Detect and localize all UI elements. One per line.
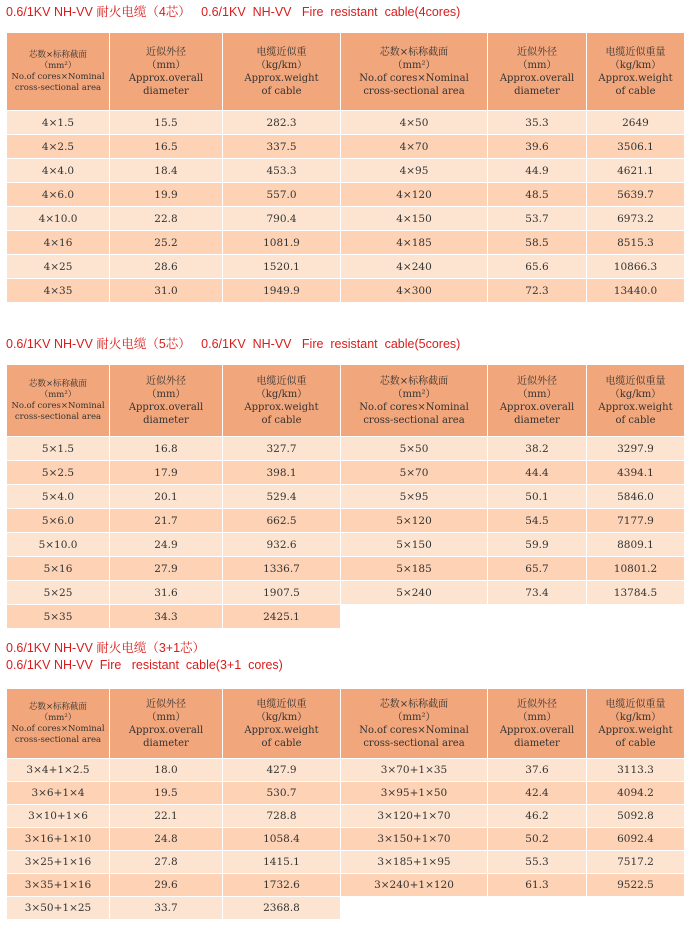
cell-cable-weight-2: 5639.7 [587, 183, 685, 207]
cell-overall-diameter-2: 48.5 [488, 183, 587, 207]
cell-cable-weight-2: 4394.1 [587, 461, 685, 485]
cell-overall-diameter-2: 44.9 [488, 159, 587, 183]
cell-overall-diameter: 22.1 [110, 805, 223, 828]
cell-overall-diameter-2: 59.9 [488, 533, 587, 557]
table-row [7, 111, 685, 135]
cell-cable-weight: 1520.1 [223, 255, 341, 279]
cell-cores-section: 4×10.0 [7, 207, 110, 231]
cell-overall-diameter: 16.5 [110, 135, 223, 159]
cell-cable-weight-2: 7177.9 [587, 509, 685, 533]
cell-overall-diameter-2: 65.6 [488, 255, 587, 279]
cell-overall-diameter-2: 73.4 [488, 581, 587, 605]
cell-cores-section-2: 3×95+1×50 [341, 782, 488, 805]
cell-cable-weight-2: 8515.3 [587, 231, 685, 255]
cell-overall-diameter: 29.6 [110, 874, 223, 897]
cell-cores-section-2: 4×120 [341, 183, 488, 207]
table-row [7, 437, 685, 461]
cell-cores-section-2: 4×240 [341, 255, 488, 279]
table-row [7, 828, 685, 851]
header-cores-section-2: 芯数×标称截面 （mm²） No.of cores×Nominal cross-sectional area [341, 365, 488, 437]
cell-overall-diameter: 18.0 [110, 759, 223, 782]
cell-overall-diameter-2: 39.6 [488, 135, 587, 159]
table-3plus1-cores [6, 688, 685, 920]
cell-cable-weight-2: 5092.8 [587, 805, 685, 828]
cell-overall-diameter: 31.0 [110, 279, 223, 303]
table-header-row [7, 365, 685, 437]
header-weight: 电缆近似重 （kg/km） Approx.weight of cable [223, 33, 341, 111]
cell-cores-section-2: 5×120 [341, 509, 488, 533]
cell-overall-diameter: 17.9 [110, 461, 223, 485]
cell-cores-section-2: 5×185 [341, 557, 488, 581]
cell-cores-section: 4×25 [7, 255, 110, 279]
section-title-3plus1-en: 0.6/1KV NH-VV Fire resistant cable(3+1 cores) [6, 658, 283, 672]
cell-cable-weight-2: 9522.5 [587, 874, 685, 897]
cell-cores-section-2: 3×240+1×120 [341, 874, 488, 897]
cell-cable-weight-2: 4621.1 [587, 159, 685, 183]
table-row [7, 533, 685, 557]
cell-cable-weight: 662.5 [223, 509, 341, 533]
header-diameter: 近似外径 （mm） Approx.overall diameter [110, 689, 223, 759]
cell-cable-weight: 1336.7 [223, 557, 341, 581]
cell-cable-weight: 530.7 [223, 782, 341, 805]
header-cores-section: 芯数×标称截面 （mm²） No.of cores×Nominal cross-sectional area [7, 365, 110, 437]
header-weight: 电缆近似重 （kg/km） Approx.weight of cable [223, 689, 341, 759]
header-weight-2: 电缆近似重量 （kg/km） Approx.weight of cable [587, 365, 685, 437]
table-row [7, 581, 685, 605]
cell-cable-weight-2: 8809.1 [587, 533, 685, 557]
cell-cores-section: 5×6.0 [7, 509, 110, 533]
cell-cores-section: 5×25 [7, 581, 110, 605]
table-row [7, 557, 685, 581]
cell-cable-weight-2: 5846.0 [587, 485, 685, 509]
header-weight: 电缆近似重 （kg/km） Approx.weight of cable [223, 365, 341, 437]
table-header-row [7, 689, 685, 759]
section-title-4cores: 0.6/1KV NH-VV 耐火电缆（4芯） 0.6/1KV NH-VV Fire resistant cable(4cores) [6, 5, 461, 19]
cell-overall-diameter-2: 65.7 [488, 557, 587, 581]
cell-overall-diameter-2: 53.7 [488, 207, 587, 231]
cell-cable-weight-2: 6092.4 [587, 828, 685, 851]
cell-overall-diameter: 21.7 [110, 509, 223, 533]
cell-overall-diameter-2: 35.3 [488, 111, 587, 135]
cell-overall-diameter: 24.8 [110, 828, 223, 851]
cell-cores-section-2 [341, 605, 488, 629]
cell-cable-weight: 2368.8 [223, 897, 341, 920]
cell-cable-weight: 453.3 [223, 159, 341, 183]
cell-cable-weight: 1949.9 [223, 279, 341, 303]
cell-overall-diameter-2: 50.1 [488, 485, 587, 509]
cell-overall-diameter-2 [488, 605, 587, 629]
cell-overall-diameter: 20.1 [110, 485, 223, 509]
header-cores-section-2: 芯数×标称截面 （mm²） No.of cores×Nominal cross-sectional area [341, 33, 488, 111]
cell-overall-diameter: 33.7 [110, 897, 223, 920]
cell-cores-section: 4×35 [7, 279, 110, 303]
cell-cores-section-2 [341, 897, 488, 920]
table-header-row [7, 33, 685, 111]
cell-cable-weight: 2425.1 [223, 605, 341, 629]
cell-overall-diameter: 19.5 [110, 782, 223, 805]
cell-cable-weight-2: 13784.5 [587, 581, 685, 605]
cell-cores-section-2: 4×95 [341, 159, 488, 183]
cell-overall-diameter: 34.3 [110, 605, 223, 629]
cell-overall-diameter: 24.9 [110, 533, 223, 557]
header-cores-section: 芯数×标称截面 （mm²） No.of cores×Nominal cross-sectional area [7, 33, 110, 111]
cell-cores-section: 3×25+1×16 [7, 851, 110, 874]
cell-cores-section: 3×50+1×25 [7, 897, 110, 920]
cell-cores-section: 3×16+1×10 [7, 828, 110, 851]
cell-cores-section-2: 5×95 [341, 485, 488, 509]
cell-cable-weight-2: 4094.2 [587, 782, 685, 805]
cell-cores-section: 4×2.5 [7, 135, 110, 159]
cell-cable-weight-2 [587, 605, 685, 629]
table-5cores [6, 364, 685, 629]
cell-overall-diameter-2: 58.5 [488, 231, 587, 255]
cell-cable-weight: 529.4 [223, 485, 341, 509]
cell-cable-weight: 1415.1 [223, 851, 341, 874]
cell-cores-section-2: 4×70 [341, 135, 488, 159]
cell-cable-weight: 282.3 [223, 111, 341, 135]
cell-cable-weight-2: 10866.3 [587, 255, 685, 279]
cell-cable-weight-2: 10801.2 [587, 557, 685, 581]
cell-cable-weight-2: 2649 [587, 111, 685, 135]
cell-cores-section-2: 3×70+1×35 [341, 759, 488, 782]
cell-overall-diameter-2: 55.3 [488, 851, 587, 874]
cell-overall-diameter: 22.8 [110, 207, 223, 231]
table-row [7, 874, 685, 897]
cell-overall-diameter: 28.6 [110, 255, 223, 279]
cell-cores-section-2: 4×300 [341, 279, 488, 303]
cell-overall-diameter-2: 38.2 [488, 437, 587, 461]
table-row [7, 851, 685, 874]
table-row [7, 759, 685, 782]
cell-cores-section-2: 3×120+1×70 [341, 805, 488, 828]
table-row [7, 485, 685, 509]
cell-cores-section: 4×6.0 [7, 183, 110, 207]
cell-cores-section: 4×16 [7, 231, 110, 255]
cell-cores-section-2: 5×50 [341, 437, 488, 461]
header-diameter: 近似外径 （mm） Approx.overall diameter [110, 33, 223, 111]
table-row [7, 183, 685, 207]
header-diameter-2: 近似外径 （mm） Approx.overall diameter [488, 33, 587, 111]
cell-overall-diameter: 25.2 [110, 231, 223, 255]
cell-cable-weight: 790.4 [223, 207, 341, 231]
cell-overall-diameter: 31.6 [110, 581, 223, 605]
cell-cores-section: 5×35 [7, 605, 110, 629]
header-diameter-2: 近似外径 （mm） Approx.overall diameter [488, 365, 587, 437]
table-row [7, 805, 685, 828]
cell-cable-weight: 427.9 [223, 759, 341, 782]
cell-cable-weight: 932.6 [223, 533, 341, 557]
cell-cores-section: 4×1.5 [7, 111, 110, 135]
header-cores-section: 芯数×标称截面 （mm²） No.of cores×Nominal cross-sectional area [7, 689, 110, 759]
table-row [7, 279, 685, 303]
table-4cores [6, 32, 685, 303]
cell-cable-weight: 1732.6 [223, 874, 341, 897]
cell-cable-weight: 557.0 [223, 183, 341, 207]
cell-cable-weight: 1081.9 [223, 231, 341, 255]
cell-overall-diameter-2: 61.3 [488, 874, 587, 897]
cell-cores-section-2: 5×70 [341, 461, 488, 485]
cell-cores-section-2: 4×150 [341, 207, 488, 231]
cell-cores-section-2: 4×50 [341, 111, 488, 135]
table-row [7, 461, 685, 485]
cell-cores-section: 5×1.5 [7, 437, 110, 461]
table-row [7, 255, 685, 279]
cell-cores-section: 3×35+1×16 [7, 874, 110, 897]
cell-cable-weight: 337.5 [223, 135, 341, 159]
cell-overall-diameter: 19.9 [110, 183, 223, 207]
header-weight-2: 电缆近似重量 （kg/km） Approx.weight of cable [587, 689, 685, 759]
cell-overall-diameter-2: 37.6 [488, 759, 587, 782]
cell-overall-diameter-2 [488, 897, 587, 920]
cell-cores-section-2: 3×150+1×70 [341, 828, 488, 851]
cell-overall-diameter: 27.9 [110, 557, 223, 581]
header-cores-section-2: 芯数×标称截面 （mm²） No.of cores×Nominal cross-sectional area [341, 689, 488, 759]
cell-overall-diameter-2: 42.4 [488, 782, 587, 805]
table-row [7, 897, 685, 920]
table-row [7, 159, 685, 183]
cell-cores-section: 3×6+1×4 [7, 782, 110, 805]
cell-cable-weight: 327.7 [223, 437, 341, 461]
cell-cable-weight: 1907.5 [223, 581, 341, 605]
cell-cable-weight-2: 6973.2 [587, 207, 685, 231]
cell-cable-weight-2: 3113.3 [587, 759, 685, 782]
section-title-3plus1-cn: 0.6/1KV NH-VV 耐火电缆（3+1芯） [6, 641, 206, 655]
cell-overall-diameter: 16.8 [110, 437, 223, 461]
cell-overall-diameter-2: 46.2 [488, 805, 587, 828]
cell-cable-weight: 398.1 [223, 461, 341, 485]
cell-cores-section-2: 3×185+1×95 [341, 851, 488, 874]
header-diameter-2: 近似外径 （mm） Approx.overall diameter [488, 689, 587, 759]
cell-cores-section-2: 5×150 [341, 533, 488, 557]
cell-overall-diameter: 15.5 [110, 111, 223, 135]
cell-overall-diameter-2: 54.5 [488, 509, 587, 533]
cell-overall-diameter-2: 50.2 [488, 828, 587, 851]
cell-cores-section: 5×10.0 [7, 533, 110, 557]
cell-cable-weight: 1058.4 [223, 828, 341, 851]
cell-cores-section-2: 5×240 [341, 581, 488, 605]
cell-cores-section: 5×2.5 [7, 461, 110, 485]
cell-overall-diameter: 27.8 [110, 851, 223, 874]
header-diameter: 近似外径 （mm） Approx.overall diameter [110, 365, 223, 437]
cell-cores-section: 5×16 [7, 557, 110, 581]
cell-cores-section: 3×10+1×6 [7, 805, 110, 828]
table-row [7, 605, 685, 629]
cell-cable-weight-2: 7517.2 [587, 851, 685, 874]
cell-cores-section: 4×4.0 [7, 159, 110, 183]
cell-cores-section-2: 4×185 [341, 231, 488, 255]
cell-cable-weight-2: 3297.9 [587, 437, 685, 461]
cell-overall-diameter-2: 72.3 [488, 279, 587, 303]
cell-cores-section: 3×4+1×2.5 [7, 759, 110, 782]
cell-cable-weight-2: 3506.1 [587, 135, 685, 159]
cell-cable-weight: 728.8 [223, 805, 341, 828]
cell-overall-diameter-2: 44.4 [488, 461, 587, 485]
cell-cable-weight-2 [587, 897, 685, 920]
cell-cores-section: 5×4.0 [7, 485, 110, 509]
table-row [7, 231, 685, 255]
table-row [7, 782, 685, 805]
section-title-5cores: 0.6/1KV NH-VV 耐火电缆（5芯） 0.6/1KV NH-VV Fire resistant cable(5cores) [6, 337, 461, 351]
table-row [7, 509, 685, 533]
cell-cable-weight-2: 13440.0 [587, 279, 685, 303]
header-weight-2: 电缆近似重量 （kg/km） Approx.weight of cable [587, 33, 685, 111]
cell-overall-diameter: 18.4 [110, 159, 223, 183]
table-row [7, 135, 685, 159]
table-row [7, 207, 685, 231]
